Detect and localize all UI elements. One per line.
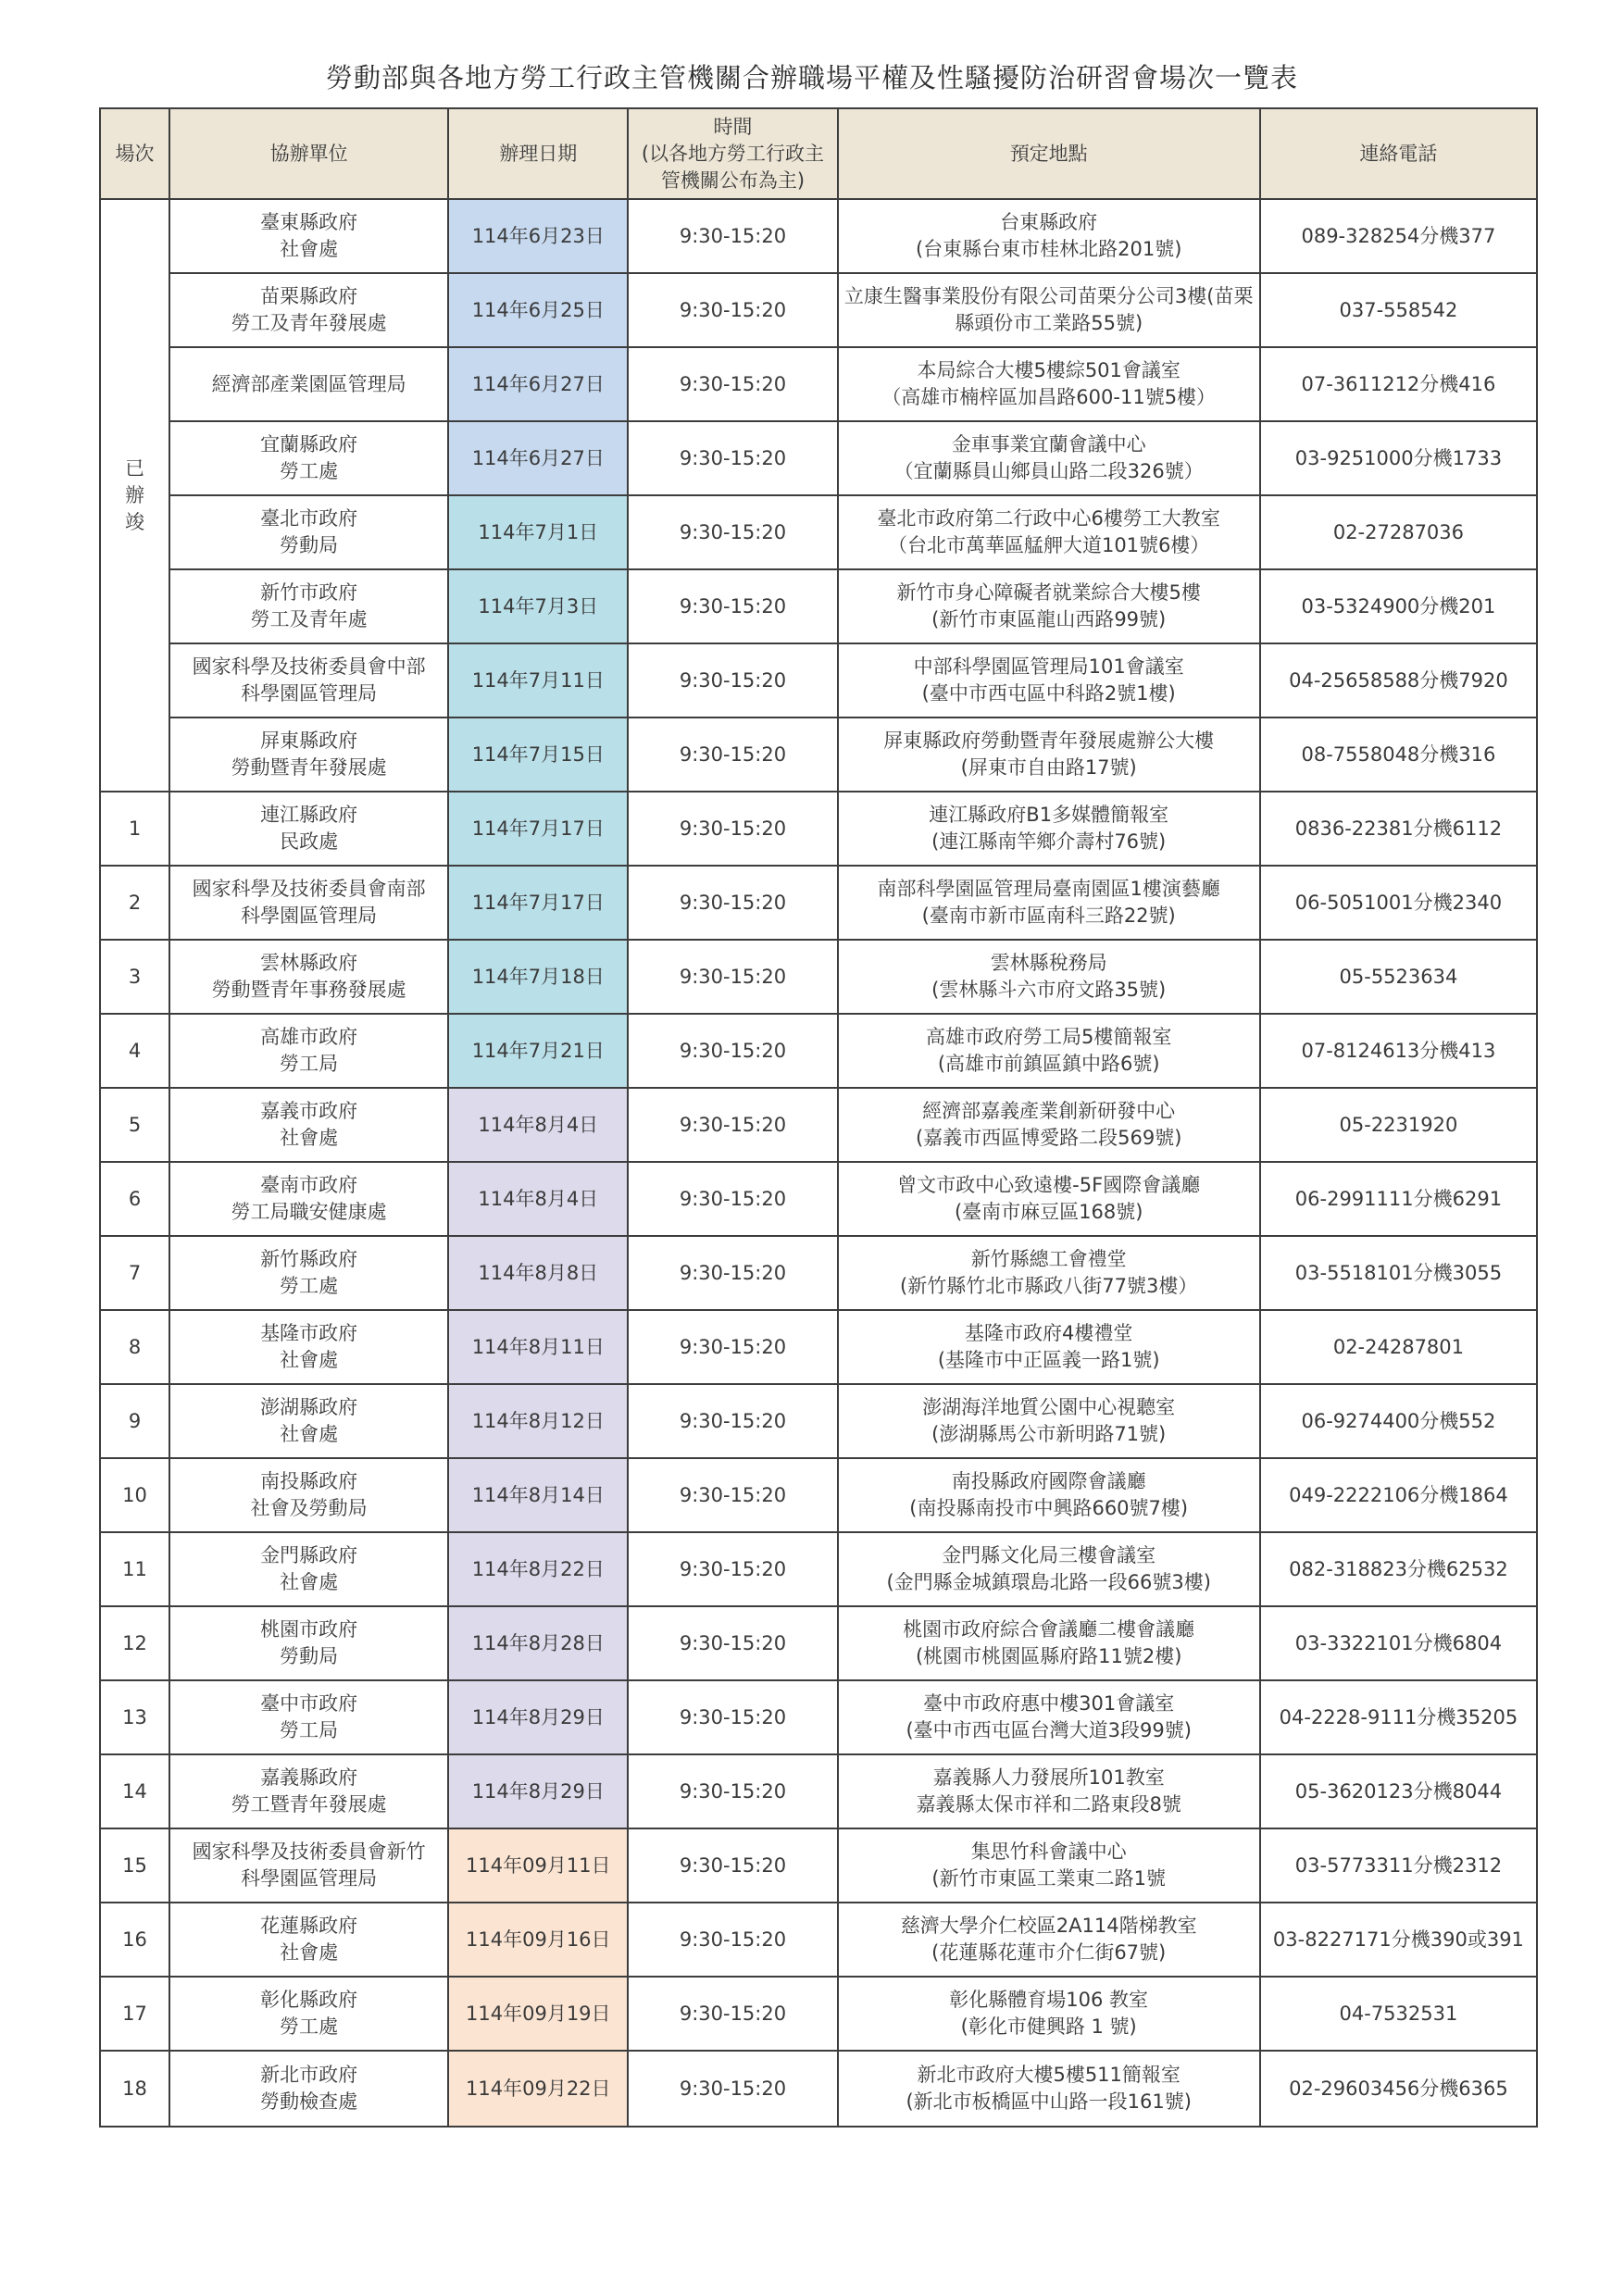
date-cell: 114年6月23日 <box>448 199 628 273</box>
time-cell: 9:30-15:20 <box>628 273 837 347</box>
date-cell: 114年8月22日 <box>448 1532 628 1606</box>
date-cell: 114年7月17日 <box>448 866 628 940</box>
unit-cell <box>169 792 448 866</box>
date-cell: 114年8月4日 <box>448 1088 628 1162</box>
phone-cell: 05-2231920 <box>1260 1088 1537 1162</box>
table-row <box>100 1828 1537 1903</box>
phone-cell: 07-3611212分機416 <box>1260 347 1537 421</box>
table-row <box>100 1384 1537 1458</box>
table-row <box>100 569 1537 643</box>
time-cell: 9:30-15:20 <box>628 1532 837 1606</box>
time-cell: 9:30-15:20 <box>628 1828 837 1903</box>
unit-name: 臺北市政府 <box>260 507 358 530</box>
time-cell: 9:30-15:20 <box>628 347 837 421</box>
time-cell: 9:30-15:20 <box>628 1754 837 1828</box>
table-row <box>100 1162 1537 1236</box>
unit-department: 勞動暨青年發展處 <box>231 756 387 779</box>
session-number: 18 <box>100 2051 169 2127</box>
table-row <box>100 199 1537 273</box>
table-row <box>100 273 1537 347</box>
location-venue: 嘉義縣人力發展所101教室 <box>932 1766 1165 1789</box>
phone-cell: 04-25658588分機7920 <box>1260 643 1537 718</box>
date-cell: 114年7月3日 <box>448 569 628 643</box>
table-row <box>100 792 1537 866</box>
location-venue: 金門縣文化局三樓會議室 <box>942 1544 1156 1566</box>
unit-name: 南投縣政府 <box>260 1470 358 1492</box>
table-row <box>100 718 1537 792</box>
session-number: 11 <box>100 1532 169 1606</box>
location-cell <box>838 1088 1260 1162</box>
unit-name: 宜蘭縣政府 <box>260 433 358 455</box>
time-cell: 9:30-15:20 <box>628 421 837 495</box>
unit-department: 勞工及青年發展處 <box>231 312 387 334</box>
location-cell <box>838 273 1260 347</box>
unit-name: 新竹市政府 <box>260 581 358 604</box>
table-row <box>100 866 1537 940</box>
location-address: (花蓮縣花蓮市介仁街67號) <box>931 1941 1167 1964</box>
location-cell <box>838 643 1260 718</box>
location-address: 縣頭份市工業路55號) <box>955 312 1143 334</box>
unit-cell <box>169 1310 448 1384</box>
date-cell: 114年7月15日 <box>448 718 628 792</box>
location-venue: 新竹縣總工會禮堂 <box>970 1248 1127 1270</box>
phone-cell: 03-9251000分機1733 <box>1260 421 1537 495</box>
phone-cell: 08-7558048分機316 <box>1260 718 1537 792</box>
unit-department: 社會及勞動局 <box>250 1497 368 1519</box>
date-cell: 114年6月27日 <box>448 421 628 495</box>
location-address: (連江縣南竿鄉介壽村76號) <box>931 830 1167 853</box>
unit-department: 勞工處 <box>280 2015 339 2038</box>
schedule-table <box>99 107 1538 2128</box>
location-venue: 彰化縣體育場106 教室 <box>949 1989 1149 2011</box>
session-number: 6 <box>100 1162 169 1236</box>
location-address: (新竹縣竹北市縣政八街77號3樓） <box>900 1275 1198 1297</box>
location-venue: 桃園市政府綜合會議廳二樓會議廳 <box>903 1618 1195 1641</box>
unit-department: 勞工及青年處 <box>250 608 368 630</box>
location-address: (新竹市東區龍山西路99號) <box>931 608 1167 630</box>
location-cell <box>838 1532 1260 1606</box>
phone-cell: 02-27287036 <box>1260 495 1537 569</box>
session-number: 17 <box>100 1977 169 2051</box>
phone-cell: 05-5523634 <box>1260 940 1537 1014</box>
time-cell: 9:30-15:20 <box>628 1088 837 1162</box>
location-venue: 基隆市政府4樓禮堂 <box>965 1322 1133 1344</box>
location-address: (金門縣金城鎮環島北路一段66號3樓) <box>886 1571 1211 1593</box>
location-venue: 新竹市身心障礙者就業綜合大樓5樓 <box>896 581 1201 604</box>
location-venue: 本局綜合大樓5樓綜501會議室 <box>917 359 1181 381</box>
location-venue: 慈濟大學介仁校區2A114階梯教室 <box>900 1915 1197 1937</box>
unit-department: 社會處 <box>280 238 339 260</box>
unit-cell <box>169 1903 448 1977</box>
location-venue: 高雄市政府勞工局5樓簡報室 <box>926 1026 1172 1048</box>
date-cell: 114年6月27日 <box>448 347 628 421</box>
phone-cell: 04-7532531 <box>1260 1977 1537 2051</box>
table-row <box>100 1014 1537 1088</box>
table-row <box>100 643 1537 718</box>
table-row <box>100 1754 1537 1828</box>
unit-cell <box>169 1384 448 1458</box>
unit-department: 勞動局 <box>280 534 339 556</box>
location-address: (基隆市中正區義一路1號) <box>937 1349 1160 1371</box>
phone-cell: 03-3322101分機6804 <box>1260 1606 1537 1680</box>
unit-name: 彰化縣政府 <box>260 1989 358 2011</box>
unit-cell <box>169 1680 448 1754</box>
session-number: 10 <box>100 1458 169 1532</box>
unit-cell <box>169 2051 448 2127</box>
location-cell <box>838 1014 1260 1088</box>
location-cell <box>838 940 1260 1014</box>
unit-name: 屏東縣政府 <box>260 730 358 752</box>
location-address: (屏東市自由路17號) <box>960 756 1137 779</box>
time-cell: 9:30-15:20 <box>628 792 837 866</box>
unit-cell <box>169 866 448 940</box>
location-address: 嘉義縣太保市祥和二路東段8號 <box>916 1793 1181 1816</box>
date-cell: 114年8月29日 <box>448 1680 628 1754</box>
date-cell: 114年8月4日 <box>448 1162 628 1236</box>
date-cell: 114年09月22日 <box>448 2051 628 2127</box>
date-cell: 114年8月14日 <box>448 1458 628 1532</box>
location-address: (新北市板橋區中山路一段161號) <box>906 2090 1192 2113</box>
location-cell <box>838 1754 1260 1828</box>
unit-name: 連江縣政府 <box>260 804 358 826</box>
time-cell: 9:30-15:20 <box>628 1680 837 1754</box>
unit-cell <box>169 421 448 495</box>
unit-name: 苗栗縣政府 <box>260 285 358 307</box>
location-cell <box>838 1310 1260 1384</box>
header-phone: 連絡電話 <box>1260 108 1537 199</box>
date-cell: 114年8月29日 <box>448 1754 628 1828</box>
location-venue: 屏東縣政府勞動暨青年發展處辦公大樓 <box>883 730 1215 752</box>
location-cell <box>838 792 1260 866</box>
time-cell: 9:30-15:20 <box>628 940 837 1014</box>
unit-cell <box>169 718 448 792</box>
time-cell: 9:30-15:20 <box>628 1014 837 1088</box>
unit-cell <box>169 1458 448 1532</box>
unit-name: 臺東縣政府 <box>260 211 358 233</box>
location-cell <box>838 2051 1260 2127</box>
unit-department: 勞工處 <box>280 1275 339 1297</box>
phone-cell: 07-8124613分機413 <box>1260 1014 1537 1088</box>
location-cell <box>838 199 1260 273</box>
session-number: 16 <box>100 1903 169 1977</box>
unit-cell <box>169 569 448 643</box>
unit-department: 勞工局 <box>280 1053 339 1075</box>
time-cell: 9:30-15:20 <box>628 495 837 569</box>
unit-name: 國家科學及技術委員會中部 <box>192 655 426 678</box>
unit-name: 桃園市政府 <box>260 1618 358 1641</box>
location-cell <box>838 1606 1260 1680</box>
location-venue: 新北市政府大樓5樓511簡報室 <box>917 2064 1181 2086</box>
location-address: （宜蘭縣員山鄉員山路二段326號） <box>893 460 1204 482</box>
location-venue: 台東縣政府 <box>1000 211 1098 233</box>
location-cell <box>838 1680 1260 1754</box>
location-address: (桃園市桃園區縣府路11號2樓) <box>915 1645 1182 1667</box>
table-header-row <box>100 108 1537 199</box>
page-title: 勞動部與各地方勞工行政主管機關合辦職場平權及性騷擾防治研習會場次一覽表 <box>325 62 1298 94</box>
unit-department: 勞工局 <box>280 1719 339 1741</box>
time-cell: 9:30-15:20 <box>628 1903 837 1977</box>
table-row <box>100 1236 1537 1310</box>
time-cell: 9:30-15:20 <box>628 569 837 643</box>
date-cell: 114年8月12日 <box>448 1384 628 1458</box>
phone-cell: 089-328254分機377 <box>1260 199 1537 273</box>
table-row <box>100 1088 1537 1162</box>
time-cell: 9:30-15:20 <box>628 1384 837 1458</box>
phone-cell: 03-8227171分機390或391 <box>1260 1903 1537 1977</box>
location-venue: 立康生醫事業股份有限公司苗栗分公司3樓(苗栗 <box>843 285 1254 307</box>
unit-cell <box>169 1828 448 1903</box>
session-number: 15 <box>100 1828 169 1903</box>
time-cell: 9:30-15:20 <box>628 2051 837 2127</box>
location-venue: 中部科學園區管理局101會議室 <box>913 655 1184 678</box>
unit-name: 雲林縣政府 <box>260 952 358 974</box>
phone-cell: 0836-22381分機6112 <box>1260 792 1537 866</box>
unit-department: 社會處 <box>280 1941 339 1964</box>
unit-department: 社會處 <box>280 1349 339 1371</box>
unit-department: 勞動暨青年事務發展處 <box>211 979 406 1001</box>
phone-cell: 049-2222106分機1864 <box>1260 1458 1537 1532</box>
phone-cell: 082-318823分機62532 <box>1260 1532 1537 1606</box>
session-number: 13 <box>100 1680 169 1754</box>
location-cell <box>838 866 1260 940</box>
time-cell: 9:30-15:20 <box>628 866 837 940</box>
unit-cell <box>169 643 448 718</box>
unit-name: 嘉義市政府 <box>260 1100 358 1122</box>
location-venue: 臺北市政府第二行政中心6樓勞工大教室 <box>877 507 1220 530</box>
unit-name: 臺南市政府 <box>260 1174 358 1196</box>
session-number: 14 <box>100 1754 169 1828</box>
location-venue: 金車事業宜蘭會議中心 <box>951 433 1146 455</box>
table-row <box>100 421 1537 495</box>
date-cell: 114年7月21日 <box>448 1014 628 1088</box>
time-cell: 9:30-15:20 <box>628 643 837 718</box>
phone-cell: 06-2991111分機6291 <box>1260 1162 1537 1236</box>
unit-department: 科學園區管理局 <box>241 682 378 705</box>
date-cell: 114年8月11日 <box>448 1310 628 1384</box>
session-number: 1 <box>100 792 169 866</box>
unit-name: 國家科學及技術委員會新竹 <box>192 1841 426 1863</box>
unit-name: 澎湖縣政府 <box>260 1396 358 1418</box>
phone-cell: 02-24287801 <box>1260 1310 1537 1384</box>
table-row <box>100 1903 1537 1977</box>
location-venue: 經濟部嘉義產業創新研發中心 <box>922 1100 1176 1122</box>
location-cell <box>838 1384 1260 1458</box>
table-row <box>100 2051 1537 2127</box>
location-venue: 南投縣政府國際會議廳 <box>951 1470 1146 1492</box>
date-cell: 114年7月17日 <box>448 792 628 866</box>
unit-department: 社會處 <box>280 1423 339 1445</box>
table-row <box>100 940 1537 1014</box>
date-cell: 114年09月19日 <box>448 1977 628 2051</box>
location-cell <box>838 1236 1260 1310</box>
unit-name: 新北市政府 <box>260 2064 358 2086</box>
header-time <box>628 108 837 199</box>
unit-cell <box>169 1162 448 1236</box>
table-body <box>100 199 1537 2127</box>
location-cell <box>838 495 1260 569</box>
unit-cell <box>169 1606 448 1680</box>
unit-cell <box>169 495 448 569</box>
time-cell: 9:30-15:20 <box>628 718 837 792</box>
unit-name: 新竹縣政府 <box>260 1248 358 1270</box>
time-cell: 9:30-15:20 <box>628 1458 837 1532</box>
phone-cell: 03-5518101分機3055 <box>1260 1236 1537 1310</box>
completed-label-char: 已 <box>125 456 144 480</box>
location-cell <box>838 569 1260 643</box>
location-cell <box>838 421 1260 495</box>
unit-department: 社會處 <box>280 1571 339 1593</box>
header-time-line3: 管機關公布為主) <box>660 168 806 192</box>
unit-cell <box>169 1754 448 1828</box>
unit-cell <box>169 1236 448 1310</box>
unit-cell <box>169 940 448 1014</box>
unit-name: 經濟部產業園區管理局 <box>211 372 406 395</box>
phone-cell: 03-5773311分機2312 <box>1260 1828 1537 1903</box>
time-cell: 9:30-15:20 <box>628 1236 837 1310</box>
location-venue: 雲林縣稅務局 <box>990 952 1107 974</box>
location-venue: 連江縣政府B1多媒體簡報室 <box>929 804 1169 826</box>
unit-cell <box>169 199 448 273</box>
unit-name: 高雄市政府 <box>260 1026 358 1048</box>
unit-department: 勞工處 <box>280 460 339 482</box>
location-cell <box>838 718 1260 792</box>
header-date: 辦理日期 <box>448 108 628 199</box>
location-venue: 臺中市政府惠中樓301會議室 <box>923 1692 1175 1715</box>
phone-cell: 06-9274400分機552 <box>1260 1384 1537 1458</box>
unit-department: 勞工暨青年發展處 <box>231 1793 387 1816</box>
completed-sessions-label <box>100 199 169 792</box>
table-row <box>100 1310 1537 1384</box>
location-address: (臺南市麻豆區168號) <box>954 1201 1143 1223</box>
date-cell: 114年7月1日 <box>448 495 628 569</box>
phone-cell: 02-29603456分機6365 <box>1260 2051 1537 2127</box>
location-address: (澎湖縣馬公市新明路71號) <box>931 1423 1167 1445</box>
header-unit: 協辦單位 <box>169 108 448 199</box>
unit-name: 嘉義縣政府 <box>260 1766 358 1789</box>
header-location: 預定地點 <box>838 108 1260 199</box>
session-number: 2 <box>100 866 169 940</box>
time-cell: 9:30-15:20 <box>628 1606 837 1680</box>
location-cell <box>838 1977 1260 2051</box>
location-cell <box>838 347 1260 421</box>
unit-cell <box>169 1532 448 1606</box>
table-row <box>100 347 1537 421</box>
table-row <box>100 495 1537 569</box>
date-cell: 114年7月18日 <box>448 940 628 1014</box>
table-row <box>100 1458 1537 1532</box>
location-address: (雲林縣斗六市府文路35號) <box>931 979 1167 1001</box>
date-cell: 114年8月8日 <box>448 1236 628 1310</box>
table-row <box>100 1977 1537 2051</box>
unit-department: 勞動檢查處 <box>260 2090 358 2113</box>
location-address: (台東縣台東市桂林北路201號) <box>915 238 1182 260</box>
session-number: 3 <box>100 940 169 1014</box>
phone-cell: 06-5051001分機2340 <box>1260 866 1537 940</box>
time-cell: 9:30-15:20 <box>628 199 837 273</box>
phone-cell: 037-558542 <box>1260 273 1537 347</box>
session-number: 12 <box>100 1606 169 1680</box>
location-venue: 曾文市政中心致遠樓-5F國際會議廳 <box>897 1174 1201 1196</box>
unit-name: 臺中市政府 <box>260 1692 358 1715</box>
header-time-line1: 時間 <box>713 115 753 138</box>
time-cell: 9:30-15:20 <box>628 1977 837 2051</box>
date-cell: 114年8月28日 <box>448 1606 628 1680</box>
location-cell <box>838 1828 1260 1903</box>
session-number: 8 <box>100 1310 169 1384</box>
location-cell <box>838 1162 1260 1236</box>
phone-cell: 03-5324900分機201 <box>1260 569 1537 643</box>
session-number: 5 <box>100 1088 169 1162</box>
location-address: （高雄市楠梓區加昌路600-11號5樓） <box>881 386 1217 408</box>
location-address: (新竹市東區工業東二路1號 <box>931 1867 1166 1890</box>
date-cell: 114年09月11日 <box>448 1828 628 1903</box>
location-address: (臺中市西屯區台灣大道3段99號) <box>906 1719 1192 1741</box>
date-cell: 114年7月11日 <box>448 643 628 718</box>
unit-name: 金門縣政府 <box>260 1544 358 1566</box>
location-cell <box>838 1458 1260 1532</box>
unit-cell <box>169 1014 448 1088</box>
table-row <box>100 1532 1537 1606</box>
location-cell <box>838 1903 1260 1977</box>
unit-cell <box>169 1977 448 2051</box>
table-row <box>100 1606 1537 1680</box>
location-address: （台北市萬華區艋舺大道101號6樓） <box>887 534 1210 556</box>
unit-name: 國家科學及技術委員會南部 <box>192 878 426 900</box>
session-number: 4 <box>100 1014 169 1088</box>
unit-department: 民政處 <box>280 830 339 853</box>
location-address: (嘉義市西區博愛路二段569號) <box>915 1127 1182 1149</box>
unit-name: 基隆市政府 <box>260 1322 358 1344</box>
header-session: 場次 <box>100 108 169 199</box>
session-number: 9 <box>100 1384 169 1458</box>
phone-cell: 05-3620123分機8044 <box>1260 1754 1537 1828</box>
completed-label-char: 辦 <box>125 483 144 506</box>
location-address: (臺南市新市區南科三路22號) <box>921 905 1176 927</box>
location-venue: 澎湖海洋地質公園中心視聽室 <box>922 1396 1176 1418</box>
unit-department: 科學園區管理局 <box>241 1867 378 1890</box>
date-cell: 114年6月25日 <box>448 273 628 347</box>
time-cell: 9:30-15:20 <box>628 1310 837 1384</box>
header-time-line2: (以各地方勞工行政主 <box>641 142 825 165</box>
unit-cell <box>169 273 448 347</box>
unit-department: 勞動局 <box>280 1645 339 1667</box>
unit-cell <box>169 1088 448 1162</box>
completed-label-char: 竣 <box>125 510 144 533</box>
date-cell: 114年09月16日 <box>448 1903 628 1977</box>
table-row <box>100 1680 1537 1754</box>
unit-cell <box>169 347 448 421</box>
unit-name: 花蓮縣政府 <box>260 1915 358 1937</box>
session-number: 7 <box>100 1236 169 1310</box>
location-address: (彰化市健興路 1 號) <box>960 2015 1137 2038</box>
unit-department: 社會處 <box>280 1127 339 1149</box>
unit-department: 勞工局職安健康處 <box>231 1201 387 1223</box>
phone-cell: 04-2228-9111分機35205 <box>1260 1680 1537 1754</box>
location-address: (高雄市前鎮區鎮中路6號) <box>937 1053 1160 1075</box>
location-venue: 南部科學園區管理局臺南園區1樓演藝廳 <box>877 878 1220 900</box>
location-address: (臺中市西屯區中科路2號1樓) <box>921 682 1176 705</box>
location-address: (南投縣南投市中興路660號7樓) <box>909 1497 1189 1519</box>
time-cell: 9:30-15:20 <box>628 1162 837 1236</box>
unit-department: 科學園區管理局 <box>241 905 378 927</box>
location-venue: 集思竹科會議中心 <box>970 1841 1127 1863</box>
